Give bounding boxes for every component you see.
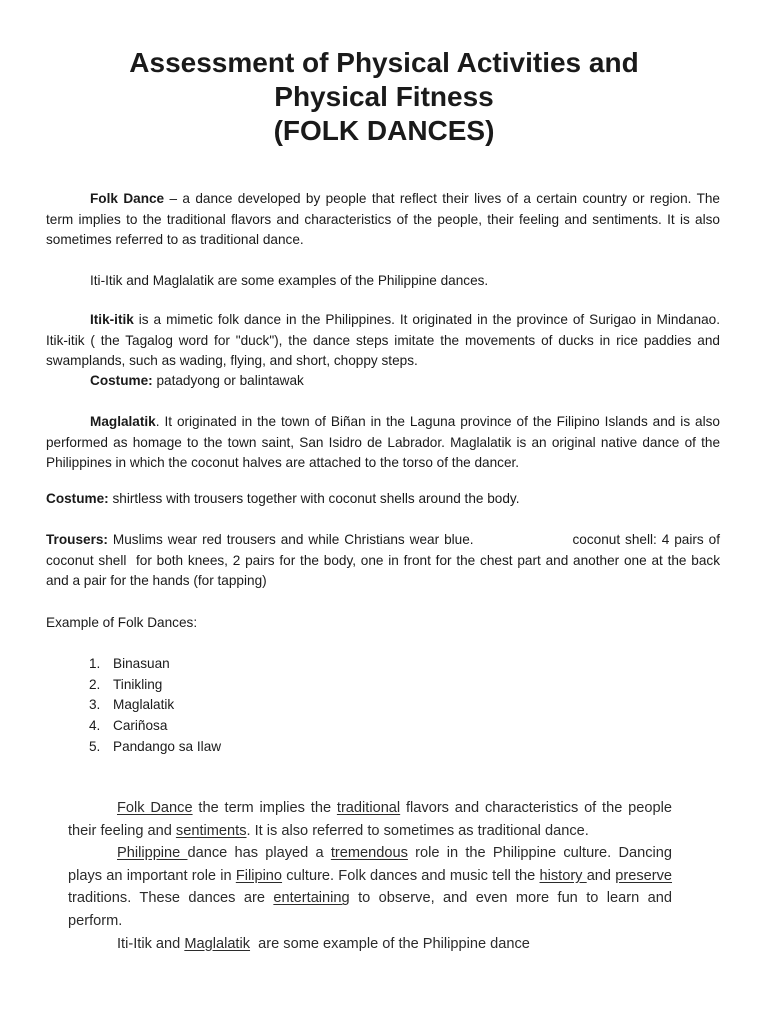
- list-item-name: Binasuan: [113, 656, 170, 671]
- scanned-excerpt: [68, 797, 672, 955]
- costume-text: shirtless with trousers together with coconut shells around the body.: [108, 491, 520, 506]
- list-item: [89, 654, 389, 675]
- underlined-term: Folk Dance: [117, 800, 193, 816]
- itik-itik-text: is a mimetic folk dance in the Philippines. It originated in the province of Surigao in Mindanao. Itik-itik ( the Tagalog word for "duck"), the dance steps imitate the movements of ducks in rice paddies and swamplands, such as wading, flying, and short, choppy steps.: [46, 312, 720, 369]
- list-number: 2.: [89, 676, 101, 692]
- trousers-label: Trousers:: [46, 532, 108, 547]
- costume-text: patadyong or balintawak: [152, 373, 304, 388]
- title-line-3: (FOLK DANCES): [273, 115, 495, 146]
- excerpt-text: traditions. These dances are: [68, 890, 274, 907]
- list-item-name: Maglalatik: [113, 697, 175, 713]
- excerpt-text: are some example of the Philippine dance: [250, 935, 530, 952]
- underlined-term: traditional: [336, 800, 401, 816]
- list-number: 3.: [89, 697, 101, 713]
- excerpt-text: the term implies the: [192, 800, 337, 816]
- folk-dance-definition: [46, 189, 720, 251]
- excerpt-text: and: [586, 867, 616, 884]
- list-number: 1.: [89, 656, 101, 671]
- list-item: [89, 716, 389, 737]
- underlined-term: Filipino: [235, 867, 283, 884]
- excerpt-text: . It is also referred to sometimes as traditional dance.: [246, 822, 589, 839]
- list-number: 5.: [89, 738, 101, 754]
- examples-intro: Iti-Itik and Maglalatik are some examples of the Philippine dances.: [90, 273, 489, 288]
- maglalatik-text: . It originated in the town of Biñan in the Laguna province of the Filipino Islands and is also performed as homage to the town saint, San Isidro de Labrador. Maglalatik is an original native dance of the Philippines in which the coconut halves are attached to the torso of the dancer.: [46, 414, 720, 471]
- underlined-term: Philippine: [117, 845, 188, 862]
- list-item-name: Pandango sa Ilaw: [113, 738, 222, 754]
- trousers-paragraph: [46, 530, 724, 592]
- itik-itik-paragraph: [46, 310, 720, 372]
- folk-dance-definition-text: – a dance developed by people that reflect their lives of a certain country or region. The term implies to the traditional flavors and characteristics of the people, their feeling and sentiments. It is also sometimes referred to as traditional dance.: [46, 191, 720, 248]
- maglalatik-term: Maglalatik: [90, 414, 156, 429]
- costume-label: Costume:: [90, 373, 153, 388]
- trousers-text: Muslims wear red trousers and while Christians wear blue. coconut shell: 4 pairs of coconut shell for both knees, 2 pairs for the body, one in front for the chest part and another one at the back and a pair for the hands (for tapping): [46, 532, 724, 589]
- list-item: [89, 737, 389, 758]
- title-line-1: Assessment of Physical Activities and: [129, 47, 639, 78]
- underlined-term: Maglalatik: [184, 935, 251, 952]
- list-number: 4.: [89, 718, 101, 734]
- excerpt-text: flavors and characteristics of the people their feeling and: [68, 800, 672, 839]
- excerpt-text: Iti-Itik and: [117, 935, 185, 952]
- underlined-term: sentiments: [175, 822, 247, 839]
- list-item: [89, 695, 389, 716]
- list-heading: Example of Folk Dances:: [46, 615, 198, 630]
- title-line-2: Physical Fitness: [274, 81, 494, 112]
- folk-dance-list: [89, 654, 389, 758]
- maglalatik-costume: [46, 489, 720, 510]
- excerpt-text: to observe, and even more fun to learn and perform.: [68, 890, 673, 929]
- itik-itik-term: Itik-itik: [90, 312, 134, 327]
- underlined-term: preserve: [615, 867, 673, 884]
- costume-label: Costume:: [46, 491, 109, 506]
- list-item-name: Tinikling: [113, 676, 163, 692]
- folk-dance-term: Folk Dance: [90, 191, 165, 206]
- underlined-term: entertaining: [273, 890, 350, 907]
- page-title: [0, 46, 768, 148]
- excerpt-text: dance has played a: [187, 845, 331, 862]
- underlined-term: tremendous: [330, 845, 408, 862]
- itik-itik-costume: [46, 371, 720, 392]
- excerpt-text: culture. Folk dances and music tell the: [282, 867, 540, 884]
- excerpt-text: role in the Philippine culture. Dancing plays an important role in: [68, 845, 672, 884]
- maglalatik-paragraph: [46, 412, 720, 474]
- underlined-term: history: [539, 867, 587, 884]
- list-item-name: Cariñosa: [113, 718, 168, 734]
- list-item: [89, 675, 389, 696]
